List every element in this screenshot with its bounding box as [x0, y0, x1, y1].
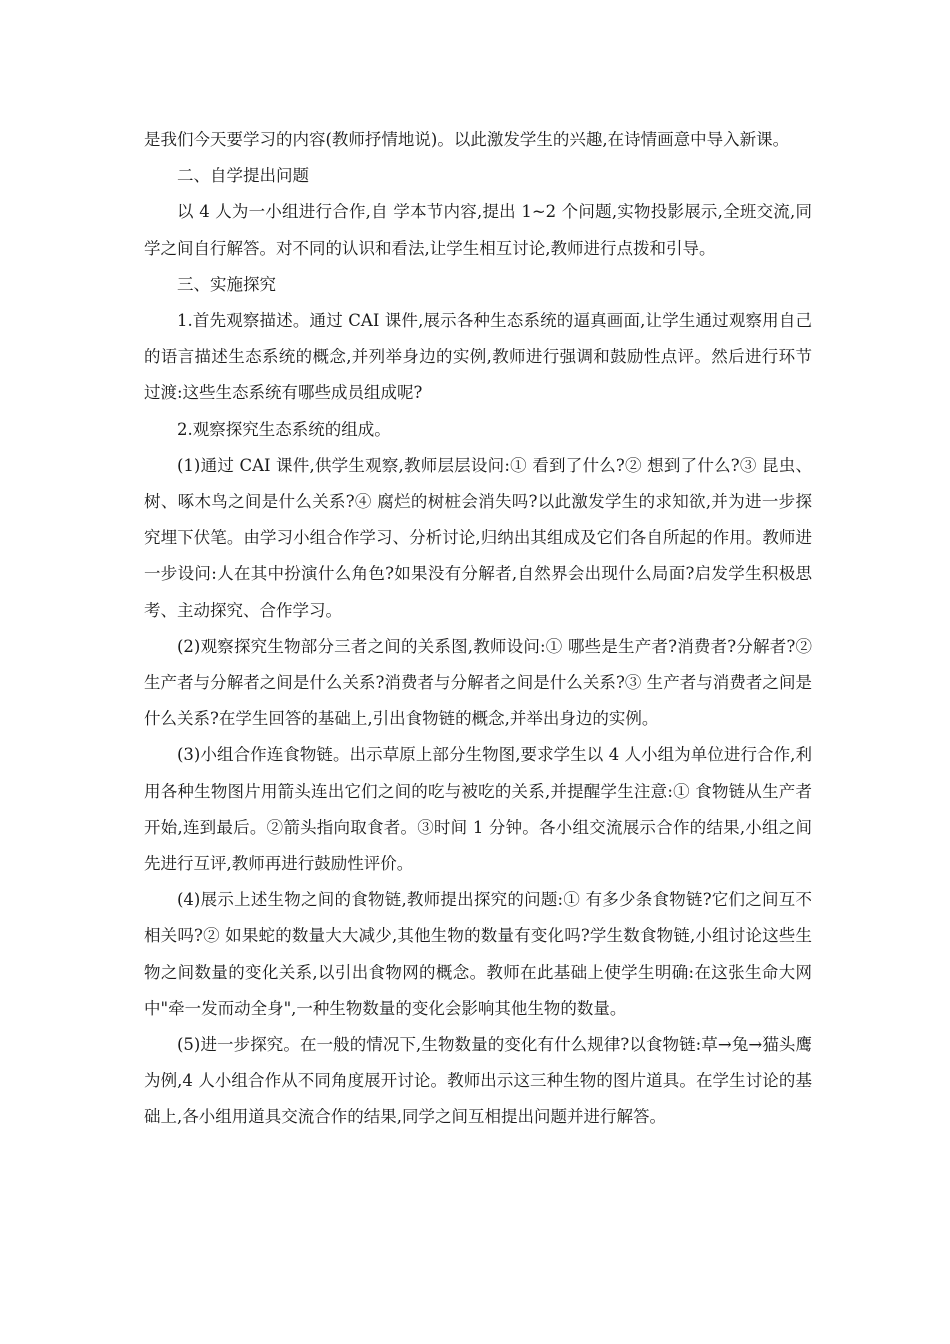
paragraph-step-4: (4)展示上述生物之间的食物链,教师提出探究的问题:① 有多少条食物链?它们之间互不相关吗?② 如果蛇的数量大大减少,其他生物的数量有变化吗?学生数食物链,小组讨论这些生物之间数量的变化关系,以引出食物网的概念。教师在此基础上使学生明确:在这张生命大网中"牵一发而动全身",一种生物数量的变化会影响其他生物的数量。: [144, 890, 812, 1018]
paragraph-ecosystem-composition: 2.观察探究生态系统的组成。: [177, 419, 391, 439]
paragraph-step-1: (1)通过 CAI 课件,供学生观察,教师层层设问:① 看到了什么?② 想到了什么?③ 昆虫、树、啄木鸟之间是什么关系?④ 腐烂的树桩会消失吗?以此激发学生的求知欲,并为进一步探究埋下伏笔。由学习小组合作学习、分析讨论,归纳出其组成及它们各自所起的作用。教师进一步设问:人在其中扮演什么角色?如果没有分解者,自然界会出现什么局面?启发学生积极思考、主动探究、合作学习。: [144, 455, 812, 620]
paragraph-step-3: (3)小组合作连食物链。出示草原上部分生物图,要求学生以 4 人小组为单位进行合作,利用各种生物图片用箭头连出它们之间的吃与被吃的关系,并提醒学生注意:① 食物链从生产者开始,连到最后。②箭头指向取食者。③时间 1 分钟。各小组交流展示合作的结果,小组之间先进行互评,教师再进行鼓励性评价。: [144, 745, 812, 874]
paragraph-self-study: 以 4 人为一小组进行合作,自 学本节内容,提出 1~2 个问题,实物投影展示,全班交流,同学之间自行解答。对不同的认识和看法,让学生相互讨论,教师进行点拨和引导。: [144, 202, 812, 258]
section-heading-inquiry: 三、实施探究: [177, 274, 276, 294]
paragraph-intro-continuation: 是我们今天要学习的内容(教师抒情地说)。以此激发学生的兴趣,在诗情画意中导入新课。: [144, 130, 790, 149]
paragraph-observe-describe: 1.首先观察描述。通过 CAI 课件,展示各种生态系统的逼真画面,让学生通过观察用自己的语言描述生态系统的概念,并列举身边的实例,教师进行强调和鼓励性点评。然后进行环节过渡:这些生态系统有哪些成员组成呢?: [144, 311, 812, 403]
paragraph-step-2: (2)观察探究生物部分三者之间的关系图,教师设问:① 哪些是生产者?消费者?分解者?② 生产者与分解者之间是什么关系?消费者与分解者之间是什么关系?③ 生产者与消费者之间是什么关系?在学生回答的基础上,引出食物链的概念,并举出身边的实例。: [144, 636, 812, 729]
paragraph-step-5: (5)进一步探究。在一般的情况下,生物数量的变化有什么规律?以食物链:草→兔→猫头鹰为例,4 人小组合作从不同角度展开讨论。教师出示这三种生物的图片道具。在学生讨论的基础上,各小组用道具交流合作的结果,同学之间互相提出问题并进行解答。: [144, 1035, 812, 1127]
section-heading-self-study: 二、自学提出问题: [177, 166, 309, 186]
document-body: [144, 122, 812, 1136]
